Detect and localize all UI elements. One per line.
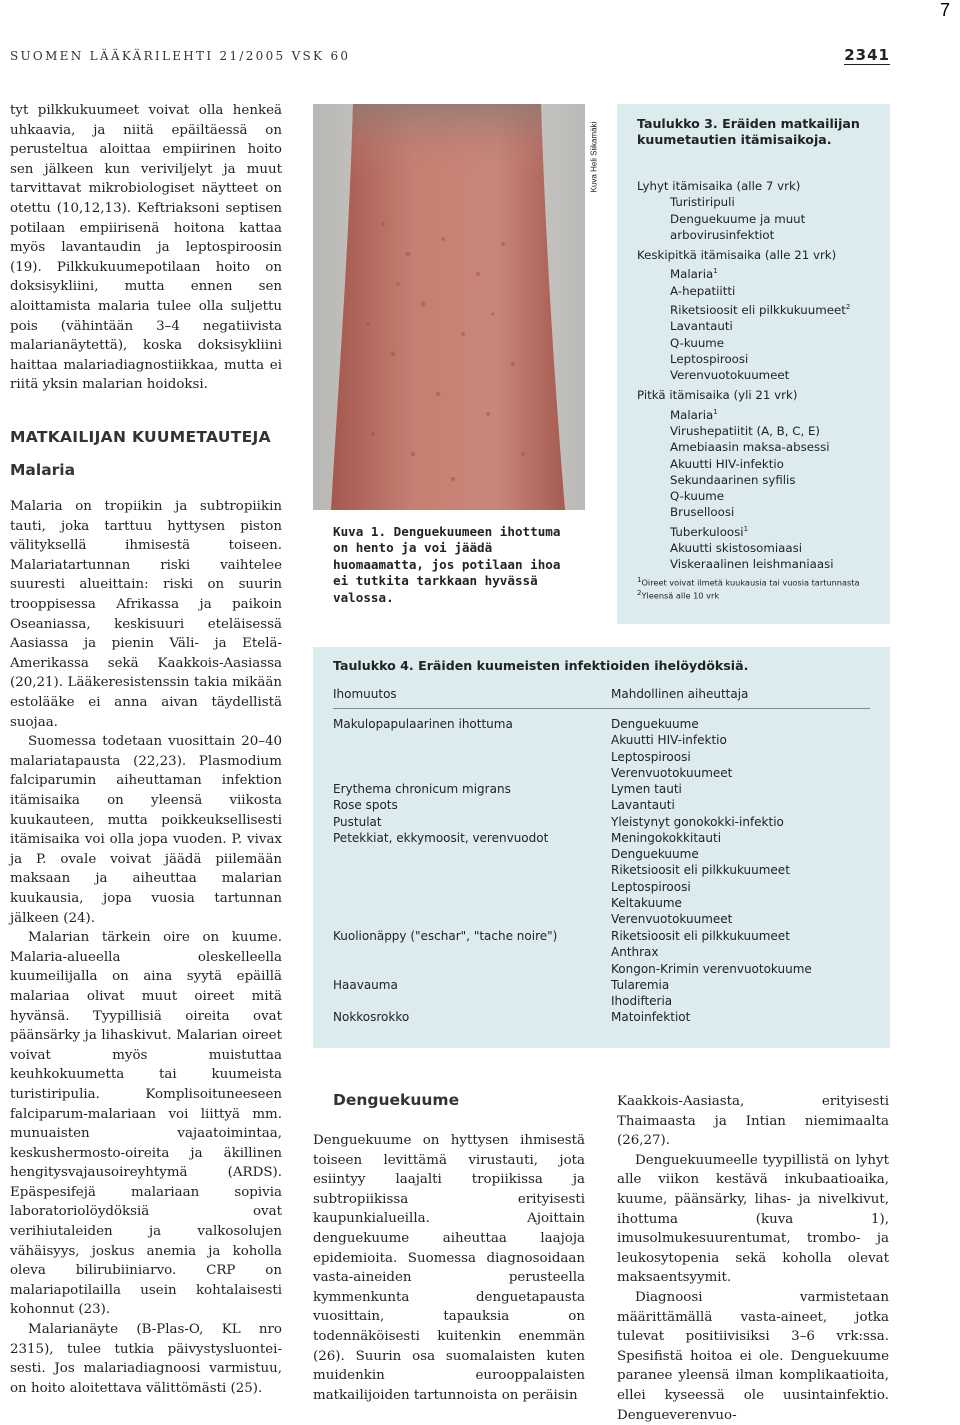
paragraph: Suomessa todetaan vuosittain 20–40 malariatapausta (22,23). Plasmodium falciparumin aiheuttaman infektion itämisaika on yleensä viikosta kuukauteen, mutta poikkeuksellisesti itämisaika voi olla jopa vuoden. P. vivax ja P. ovale voivat jäädä piilemään maksaan ja aiheuttaa malarian kuukausia, jopa vuosia tartunnan jälkeen (24). <box>10 734 282 926</box>
list-item: Akuutti HIV-infektio <box>670 456 784 471</box>
group-label: Lyhyt itämisaika (alle 7 vrk) <box>637 179 801 193</box>
cause: Verenvuotokuumeet <box>611 765 733 780</box>
skin-finding: Rose spots <box>333 798 398 813</box>
footnote-mark: 2 <box>637 589 642 598</box>
skin-finding: Petekkiat, ekkymoosit, verenvuodot <box>333 830 549 845</box>
list-item: arbovirusinfektiot <box>670 227 775 242</box>
list-item: Sekundaarinen syfilis <box>670 472 796 487</box>
table-row <box>333 1009 608 1025</box>
cause: Lymen tauti <box>611 782 682 796</box>
table-row <box>611 781 876 928</box>
list-item: Virushepatiitit (A, B, C, E) <box>670 423 821 438</box>
cause: Tularemia <box>611 978 670 992</box>
footnote-mark: 1 <box>713 407 718 416</box>
column-left <box>10 101 282 1398</box>
table-3-list <box>637 178 887 573</box>
cause: Matoinfektiot <box>611 1010 691 1024</box>
list-item: Tuberkuloosi <box>670 524 744 539</box>
table-4-title: Taulukko 4. Eräiden kuumeisten infektioiden ihelöydöksiä. <box>333 658 749 673</box>
table-row <box>611 928 876 977</box>
skin-finding: Makulopapulaarinen ihottuma <box>333 717 513 731</box>
cause: Leptospiroosi <box>611 749 691 764</box>
skin-finding: Nokkosrokko <box>333 1010 410 1024</box>
table-row <box>333 928 608 944</box>
paragraph: Malaria on tropiikin ja subtropiikin tauti, joka tarttuu hyttysen piston välityksellä ihmisestä toiseen. Malariatartunnan riski vaihtelee suuresti alueittain: riski on suurin trooppisessa Afrikassa ja paikoin Oseaniassa, keskisuuri eteläisessä Aasiassa ja pienin Väli- ja Etelä-Amerikassa sekä Kaakkois-Aasiassa (20,21). Lääkeresistenssin takia mikään estolääke ei anna aivan täydellistä suojaa. <box>10 499 282 730</box>
subheading-dengue: Denguekuume <box>333 1091 460 1109</box>
subheading-malaria: Malaria <box>10 460 76 479</box>
list-item: Viskeraalinen leishmaniaasi <box>670 557 834 572</box>
column-right <box>617 1092 889 1425</box>
table-row <box>611 977 876 1010</box>
table-row <box>611 716 876 781</box>
paragraph: Malarianäyte (B-Plas-O, KL nro 2315), tulee tutkia päivystysluonteisesti. Jos malariadiagnoosi varmistuu, on hoito aloitettava välittömästi (25). <box>10 1322 282 1396</box>
group-label: Pitkä itämisaika (yli 21 vrk) <box>637 388 798 403</box>
cause: Lavantauti <box>611 798 675 813</box>
paragraph: Denguekuumeelle tyypillistä on lyhyt alle viikon kestävä inkubaatioaika, kuume, päänsärky, lihas- ja nivelkivut, ihottuma (kuva 1), imusolmukesuurentumat, trombo- ja leukosytopenia sekä koholla olevat maksaentsyymit. <box>617 1152 889 1286</box>
cause: Leptospiroosi <box>611 879 691 894</box>
paragraph: Malarian tärkein oire on kuume. Malaria-alueella oleskelleella kuumeilijalla on aina syytä epäillä malariaa olivat muut oireet mitä hyvänsä. Tyypillisiä oireita ovat päänsärky ja lihaskivut. Malarian oireet voivat myös muistuttaa keuhkokuumetta tai kuumeista turistiripulia. Komplisoituneeseen falciparum-malariaan voi liittyä mm. munuaisten vajaatoimintaa, keskushermosto-oireita ja äkillinen hengitysvajausoireyhtymä (ARDS). Epäspesifejä malariaan sopivia laboratoriolöydöksiä ovat verihiutaleiden ja valkosolujen vähäisyys, joskus anemia ja koholla oleva bilirubiiniarvo. CRP on malariapotilailla usein kohtalaisesti kohonnut (23). <box>10 930 282 1318</box>
divider <box>333 708 870 709</box>
cause: Verenvuotokuumeet <box>611 912 733 927</box>
cause: Kongon-Krimin verenvuotokuume <box>611 961 812 976</box>
skin-finding: Kuolionäppy ("eschar", "tache noire") <box>333 929 558 943</box>
paragraph: Diagnoosi varmistetaan määrittämällä vasta-aineet, jotka tulevat positiivisiksi 3–6 vrk:ssa. Spesifistä hoitoa ei ole. Denguekuume paranee yleensä ilman komplikaatioita, ellei kyseessä ole uusintainfektio. Dengueverenvuo- <box>617 1289 889 1423</box>
list-item: Denguekuume ja muut <box>670 211 806 226</box>
cause: Akuutti HIV-infektio <box>611 733 727 748</box>
cause: Denguekuume <box>611 847 699 862</box>
section-heading: MATKAILIJAN KUUMETAUTEJA <box>10 427 271 446</box>
cause: Denguekuume <box>611 717 699 731</box>
cause: Riketsioosit eli pilkkukuumeet <box>611 929 790 943</box>
column-middle <box>313 1131 585 1405</box>
cause: Keltakuume <box>611 896 682 911</box>
photo-credit: Kuva Heli Siikamäki <box>589 121 599 193</box>
table-row <box>333 781 608 846</box>
list-item: Q-kuume <box>670 335 725 350</box>
page-number: 2341 <box>844 46 890 64</box>
list-item: Malaria <box>670 407 714 422</box>
group-label: Keskipitkä itämisaika (alle 21 vrk) <box>637 248 837 263</box>
list-item: Akuutti skistosomiaasi <box>670 540 803 555</box>
table-row <box>333 716 608 732</box>
table-4-header-cause: Mahdollinen aiheuttaja <box>611 687 749 701</box>
cause: Anthrax <box>611 945 659 960</box>
cause: Riketsioosit eli pilkkukuumeet <box>611 863 790 878</box>
table-3 <box>617 104 890 624</box>
figure-caption: Kuva 1. Denguekuumeen ihottuma on hento ja voi jäädä huomaamatta, jos potilaan ihoa ei tutkita tarkkaan hyvässä valossa. <box>333 524 561 605</box>
footnote-mark: 2 <box>845 303 851 311</box>
list-item: Bruselloosi <box>670 505 735 520</box>
table-4-header-skin-finding: Ihomuutos <box>333 687 397 701</box>
skin-finding: Pustulat <box>333 814 382 829</box>
table-3-title: Taulukko 3. Eräiden matkailijan kuumetautien itämisaikoja. <box>637 116 860 148</box>
journal-title: SUOMEN LÄÄKÄRILEHTI 21/2005 VSK 60 <box>10 49 351 63</box>
list-item: Turistiripuli <box>670 195 735 210</box>
list-item: Leptospiroosi <box>670 351 749 366</box>
table-row <box>611 1009 876 1025</box>
list-item: Verenvuotokuumeet <box>670 368 790 383</box>
paragraph: Kaakkois-Aasiasta, erityisesti Thaimaasta ja Intian niemimaalta (26,27). <box>617 1094 889 1149</box>
page-header <box>10 46 890 71</box>
list-item: A-hepatiitti <box>670 283 736 298</box>
cause: Ihodifteria <box>611 994 673 1009</box>
paragraph: Denguekuume on hyttysen ihmisestä toiseen levittämä virustauti, jota esiintyy laajalti tropiikissa ja subtropiikissa erityisesti kaupunkialueilla. Ajoittain denguekuume aiheuttaa laajoja epidemioita. Suomessa diagnosoidaan vasta-aineiden perusteella kymmenkunta denguetapausta vuosittain, tapauksia on todennäköisesti kuitenkin enemmän (26). Suurin osa suomalaisten kuten muidenkin eurooppalaisten matkailijoiden tartunnoista on peräisin <box>313 1133 585 1403</box>
table-row <box>333 977 608 993</box>
footnote-mark: 1 <box>743 524 749 533</box>
skin-finding: Erythema chronicum migrans <box>333 782 511 796</box>
cause: Meningokokkitauti <box>611 830 722 845</box>
list-item: Lavantauti <box>670 319 733 334</box>
list-item: Riketsioosit eli pilkkukuumeet <box>670 302 846 317</box>
rash-photo <box>313 104 585 510</box>
table-3-footnotes <box>637 575 885 601</box>
paragraph: tyt pilkkukuumeet voivat olla henkeä uhkaavia, ja niitä epäiltäessä on perusteltua aloittaa empiirinen hoito sen jälkeen kun veriviljelyt ja muut tarvittavat mikrobiologiset näytteet on otettu (10,12,13). Keftriaksoni septisen potilaan empiirisenä hoitona kattaa myös lavantaudin ja leptospiroosin (19). Pilkkukuumepotilaan hoito on doksisykliini, mutta ennen sen aloittamista malaria tulee olla suljettu pois (vähintään 3–4 negatiivista malarianäytettä), koska doksisykliini haittaa malariadiagnostiikkaa, mutta ei riitä yksin malarian hoidoksi. <box>10 103 282 393</box>
list-item: Q-kuume <box>670 489 725 504</box>
list-item: Amebiaasin maksa-absessi <box>670 440 830 455</box>
page-corner-number: 7 <box>939 0 950 20</box>
footnote-mark: 1 <box>637 576 642 584</box>
skin-finding: Haavauma <box>333 978 398 992</box>
footnote-mark: 1 <box>713 267 718 276</box>
footnote: Yleensä alle 10 vrk <box>641 590 720 601</box>
footnote: Oireet voivat ilmetä kuukausia tai vuosia tartunnasta <box>641 577 860 588</box>
list-item: Malaria <box>670 267 714 282</box>
table-4 <box>313 647 890 1048</box>
cause: Yleistynyt gonokokki-infektio <box>611 814 784 829</box>
